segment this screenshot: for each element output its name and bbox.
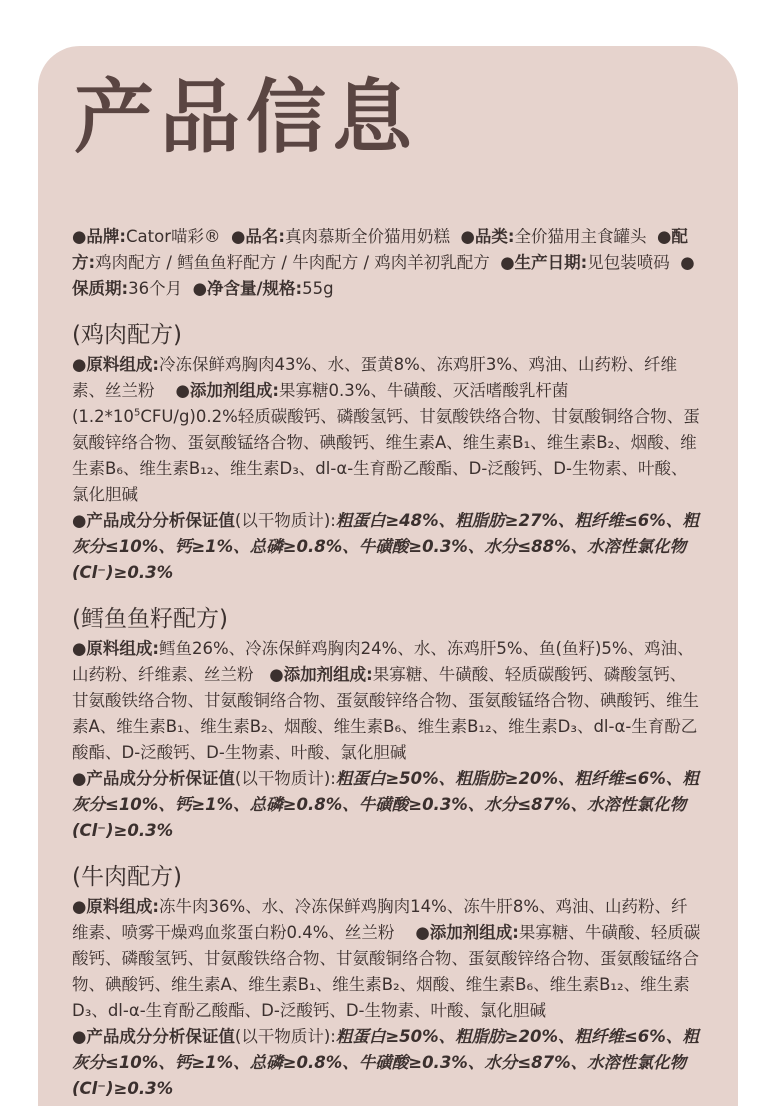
guarantee-label: ●产品成分分析保证值 bbox=[72, 769, 235, 788]
raw-label: ●原料组成: bbox=[72, 639, 159, 658]
brand-value: Cator喵彩® bbox=[126, 227, 221, 246]
additive-text-post: CFU/g)0.2%轻质碳酸钙、磷酸氢钙、甘氨酸铁络合物、甘氨酸铜络合物、蛋氨酸锌络合物、蛋氨酸锰络合物、碘酸钙、维生素A、维生素B₁、维生素B₂、烟酸、维生素B₆、维生素B₁₂、维生素D₃、dl-α-生育酚乙酸酯、D-泛酸钙、D-生物素、叶酸、氯化胆碱 bbox=[72, 407, 700, 504]
guarantee-values: 粗蛋白≥48%、粗脂肪≥27%、粗纤维≤6%、粗灰分≤10%、钙≥1%、总磷≥0.8%、牛磺酸≥0.3%、水分≤88%、水溶性氯化物(Cl⁻)≥0.3% bbox=[72, 511, 699, 582]
guarantee-values: 粗蛋白≥50%、粗脂肪≥20%、粗纤维≤6%、粗灰分≤10%、钙≥1%、总磷≥0.8%、牛磺酸≥0.3%、水分≤87%、水溶性氯化物(Cl⁻)≥0.3% bbox=[72, 1027, 699, 1098]
guarantee-values: 粗蛋白≥50%、粗脂肪≥20%、粗纤维≤6%、粗灰分≤10%、钙≥1%、总磷≥0.8%、牛磺酸≥0.3%、水分≤87%、水溶性氯化物(Cl⁻)≥0.3% bbox=[72, 769, 699, 840]
ingredients-paragraph bbox=[72, 352, 702, 508]
additive-label: ●添加剂组成: bbox=[269, 665, 373, 684]
production-date-label: ●生产日期: bbox=[500, 253, 588, 272]
raw-text: 冻牛肉36%、水、冷冻保鲜鸡胸肉14%、冻牛肝8%、鸡油、山药粉、纤维素、喷雾干燥鸡血浆蛋白粉0.4%、丝兰粉 bbox=[72, 897, 688, 942]
additive-text: 果寡糖、牛磺酸、轻质碳酸钙、磷酸氢钙、甘氨酸铁络合物、甘氨酸铜络合物、蛋氨酸锌络合物、蛋氨酸锰络合物、碘酸钙、维生素A、维生素B₁、维生素B₂、烟酸、维生素B₆、维生素B₁₂、维生素D₃、dl-α-生育酚乙酸酯、D-泛酸钙、D-生物素、叶酸、氯化胆碱 bbox=[72, 923, 701, 1020]
formula-value: 鸡肉配方 / 鳕鱼鱼籽配方 / 牛肉配方 / 鸡肉羊初乳配方 bbox=[95, 253, 490, 272]
section-heading: (鸡肉配方) bbox=[72, 322, 182, 348]
product-name-label: ●品名: bbox=[230, 227, 285, 246]
guarantee-paragraph bbox=[72, 1024, 702, 1102]
product-info-content bbox=[72, 224, 702, 1102]
guarantee-note: (以干物质计): bbox=[234, 769, 336, 788]
ingredients-paragraph bbox=[72, 636, 702, 766]
section-heading: (鳕鱼鱼籽配方) bbox=[72, 606, 228, 632]
guarantee-paragraph bbox=[72, 508, 702, 586]
guarantee-paragraph bbox=[72, 766, 702, 844]
category-value: 全价猫用主食罐头 bbox=[514, 227, 647, 246]
section-chicken bbox=[72, 320, 702, 586]
raw-label: ●原料组成: bbox=[72, 355, 159, 374]
shelf-life-value: 36个月 bbox=[128, 279, 183, 298]
additive-label: ●添加剂组成: bbox=[175, 381, 279, 400]
net-content-label: ●净含量/规格: bbox=[192, 279, 303, 298]
additive-text-pre: 果寡糖0.3%、牛磺酸、灭活嗜酸乳杆菌(1.2*10 bbox=[72, 381, 569, 426]
guarantee-note: (以干物质计): bbox=[234, 1027, 336, 1046]
section-heading: (牛肉配方) bbox=[72, 864, 182, 890]
guarantee-label: ●产品成分分析保证值 bbox=[72, 511, 235, 530]
additive-label: ●添加剂组成: bbox=[415, 923, 519, 942]
meta-block bbox=[72, 224, 702, 302]
net-content-value: 55g bbox=[302, 279, 334, 298]
product-name-value: 真肉慕斯全价猫用奶糕 bbox=[284, 227, 450, 246]
raw-label: ●原料组成: bbox=[72, 897, 159, 916]
formula-label: ●配方: bbox=[72, 227, 688, 272]
category-label: ●品类: bbox=[460, 227, 515, 246]
ingredients-paragraph bbox=[72, 894, 702, 1024]
raw-text: 鳕鱼26%、冷冻保鲜鸡胸肉24%、水、冻鸡肝5%、鱼(鱼籽)5%、鸡油、山药粉、纤维素、丝兰粉 bbox=[72, 639, 694, 684]
guarantee-label: ●产品成分分析保证值 bbox=[72, 1027, 235, 1046]
additive-sup: 5 bbox=[133, 407, 141, 419]
section-cod-roe bbox=[72, 604, 702, 844]
section-beef bbox=[72, 862, 702, 1102]
guarantee-note: (以干物质计): bbox=[234, 511, 336, 530]
additive-text: 果寡糖、牛磺酸、轻质碳酸钙、磷酸氢钙、甘氨酸铁络合物、甘氨酸铜络合物、蛋氨酸锌络合物、蛋氨酸锰络合物、碘酸钙、维生素A、维生素B₁、维生素B₂、烟酸、维生素B₆、维生素B₁₂、维生素D₃、dl-α-生育酚乙酸酯、D-泛酸钙、D-生物素、叶酸、氯化胆碱 bbox=[72, 665, 699, 762]
raw-text: 冷冻保鲜鸡胸肉43%、水、蛋黄8%、冻鸡肝3%、鸡油、山药粉、纤维素、丝兰粉 bbox=[72, 355, 678, 400]
brand-label: ●品牌: bbox=[72, 227, 126, 246]
page-title: 产品信息 bbox=[74, 71, 418, 164]
shelf-life-label: ●保质期: bbox=[72, 253, 695, 298]
production-date-value: 见包装喷码 bbox=[587, 253, 670, 272]
